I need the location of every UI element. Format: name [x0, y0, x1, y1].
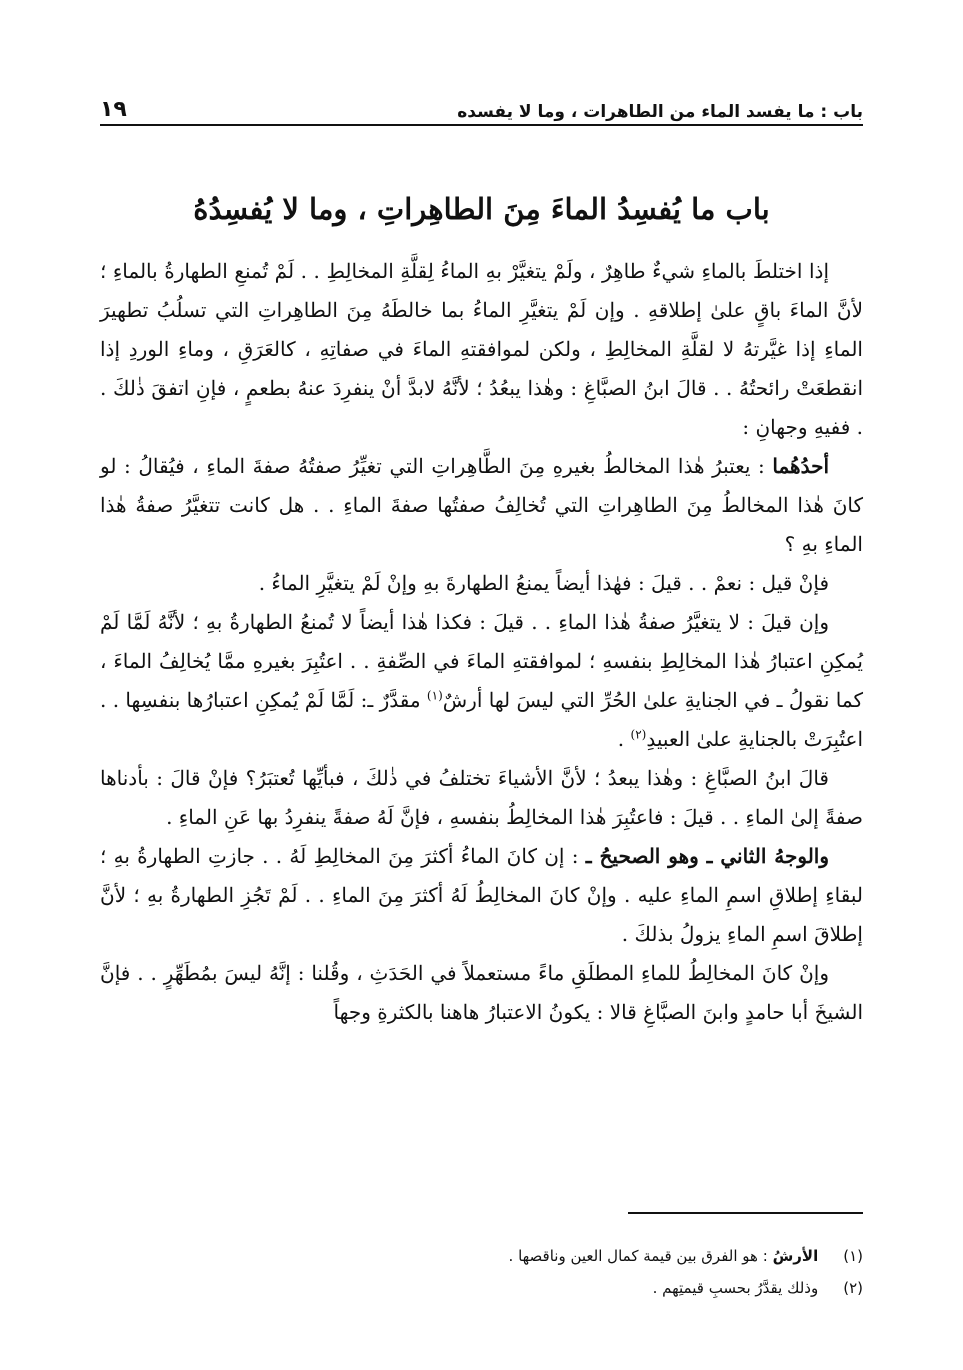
footnote-number: (٢)	[843, 1279, 863, 1297]
footnote-ref: (٢)	[630, 727, 647, 742]
paragraph-lead: والوجهُ الثاني ـ وهو الصحيحُ ـ	[585, 844, 829, 868]
footnote: (١) الأرشُ : هو الفرق بين قيمة كمال العين وناقصها .	[100, 1240, 863, 1272]
paragraph: وإنْ كانَ المخالِطُ للماءِ المطلَقِ ماءً مستعملاً في الحَدَثِ ، وقُلنا : إنَّهُ ليسَ بمُطَهِّرٍ . . فإنَّ الشيخَ أبا حامدٍ وابنَ الصبَّاغِ قالا : يكونُ الاعتبارُ هاهنا بالكثرةِ وجهاً	[100, 961, 863, 1024]
page-number: ١٩	[100, 97, 127, 122]
running-header	[100, 86, 863, 122]
paragraph: أحدُهُما : يعتبرُ هٰذا المخالطُ بغيرهِ مِنَ الطَّاهِراتِ التي تغيِّرُ صفتُهُ صفةَ الماءِ ، فيُقالُ : لو كانَ هٰذا المخالطُ مِنَ الطاهِراتِ التي تُخالِفُ صفتُها صفةَ الماءِ . . هل كانت تتغيَّرُ صفةُ هٰذا الماءِ بهِ ؟	[100, 454, 863, 556]
footnote-term: الأرشُ	[772, 1247, 819, 1265]
footnote-number: (١)	[843, 1247, 863, 1265]
paragraph: فإنْ قيل : نعمْ . . قيلَ : فهٰذا أيضاً يمنعُ الطهارةَ بهِ وإنْ لَمْ يتغيَّرِ الماءُ .	[258, 571, 829, 595]
header-rule	[100, 124, 863, 126]
footnote: (٢) وذلك يقدَّرُ بحسبِ قيمتِهم .	[100, 1272, 863, 1304]
body-text	[100, 252, 863, 1032]
footnote-ref: (١)	[426, 688, 443, 703]
paragraph: والوجهُ الثاني ـ وهو الصحيحُ ـ : إن كانَ الماءُ أكثرَ مِنَ المخالِطِ لَهُ . . جازتِ الطهارةُ بهِ ؛ لبقاءِ إطلاقِ اسمِ الماءِ عليه . وإنْ كانَ المخالِطُ لَهُ أكثرَ مِنَ الماءِ . . لَمْ تَجُزِ الطهارةُ بهِ ؛ لأنَّ إطلاقَ اسمِ الماءِ يزولُ بذلكَ .	[100, 844, 863, 946]
running-title: باب : ما يفسد الماء من الطاهرات ، وما لا يفسده	[457, 102, 863, 122]
footnote-rule	[628, 1212, 863, 1214]
paragraph: إذا اختلطَ بالماءِ شيءٌ طاهِرٌ ، ولَمْ يتغيَّرْ بهِ الماءُ لِقلَّةِ المخالِطِ . . لَمْ تُمنعِ الطهارةُ بالماءِ ؛ لأنَّ الماءَ باقٍ علىٰ إطلاقهِ . وإن لَمْ يتغيَّرِ الماءُ بما خالطَهُ مِنَ الطاهِراتِ التي تسلُبُ تطهيرَ الماءِ إذا غيَّرتهُ لا لقلَّةِ المخالِطِ ، ولكن لموافقتهِ الماءَ في صفاتِهِ ، كالعَرَقِ ، وماءِ الوردِ إذا انقطعَتْ رائحتُهُ . . قالَ ابنُ الصبَّاغِ : وهٰذا يبعُدُ ؛ لأنَّهُ لابدَّ أنْ ينفرِدَ عنهُ بطعمٍ ، فإنِ اتفقَ ذٰلكَ . . ففيهِ وجهانِ :	[100, 259, 863, 439]
paragraph: وإن قيلَ : لا يتغيَّرُ صفةُ هٰذا الماءِ . . قيلَ : فكذا هٰذا أيضاً لا تُمنعُ الطهارةُ بهِ ؛ لأنَّهُ لَمَّا لَمْ يُمكِنِ اعتبارُ هٰذا المخالِطِ بنفسهِ ؛ لموافقتهِ الماءَ في الصِّفةِ . . اعتُبِرَ بغيرهِ ممَّا يُخالِفُ الماءَ ، كما نقولُ ـ في الجنايةِ علىٰ الحُرِّ التي ليسَ لها أرشٌ$^{(١)}$ مقدَّرٌ ـ: لَمَّا لَمْ يُمكِنِ اعتبارُها بنفسِها . . اعتُبِرَتْ بالجنايةِ علىٰ العبيدِ$^{(٢)}$ .	[100, 610, 863, 751]
paragraph-lead: أحدُهُما	[772, 454, 830, 478]
footnotes	[100, 1240, 863, 1304]
paragraph: قالَ ابنُ الصبَّاغِ : وهٰذا يبعدُ ؛ لأنَّ الأشياءَ تختلفُ في ذٰلكَ ، فبأيِّها تُعتبَرُ؟ فإنْ قالَ : بأدناها صفةً إلىٰ الماءِ . . قيلَ : فاعتُبِرَ هٰذا المخالِطُ بنفسهِ ، فإنَّ لَهُ صفةً ينفرِدُ بها عَنِ الماءِ .	[100, 766, 863, 829]
chapter-title: باب ما يُفسِدُ الماءَ مِنَ الطاهِراتِ ، وما لا يُفسِدُهُ	[193, 192, 770, 226]
